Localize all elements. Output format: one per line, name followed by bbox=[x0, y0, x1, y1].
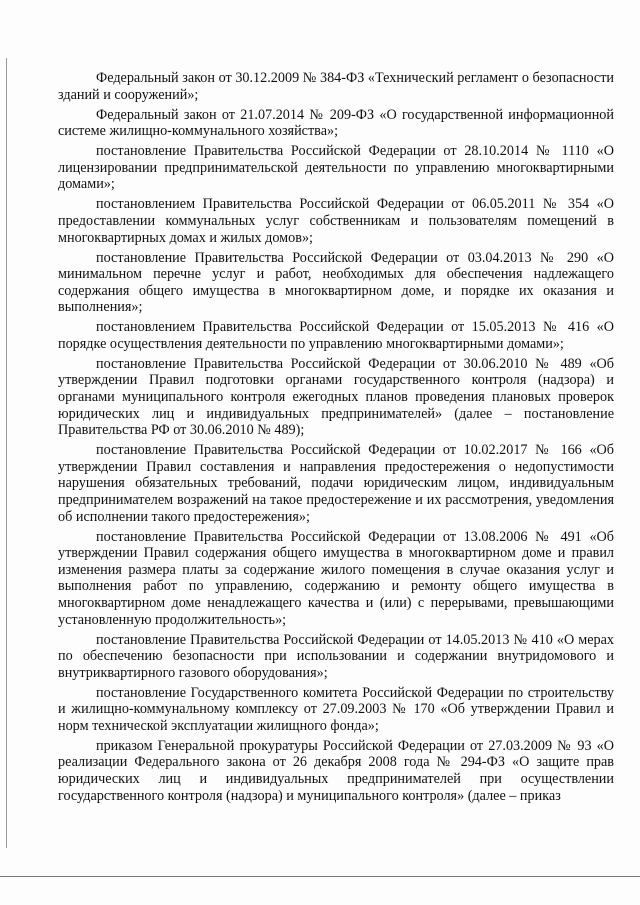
paragraph-7: постановление Правительства Российской Федерации от 30.06.2010 № 489 «Об утверждении Правил подготовки органами государственного контроля (надзора) и органами муниципального контроля ежегодных планов проведения плановых проверок юридических лиц и индивидуальных предпринимателей» (далее – постановление Правительства РФ от 30.06.2010 № 489); bbox=[58, 355, 614, 439]
paragraph-2: Федеральный закон от 21.07.2014 № 209-ФЗ «О государственной информационной системе жилищно-коммунального хозяйства»; bbox=[58, 106, 614, 140]
paragraph-11: постановление Государственного комитета Российской Федерации по строительству и жилищно-коммунальному комплексу от 27.09.2003 № 170 «Об утверждении Правил и норм технической эксплуатации жилищного фонда»; bbox=[58, 684, 614, 734]
paragraph-1: Федеральный закон от 30.12.2009 № 384-ФЗ «Технический регламент о безопасности зданий и сооружений»; bbox=[58, 70, 614, 103]
paragraph-4: постановлением Правительства Российской Федерации от 06.05.2011 № 354 «О предоставлении коммунальных услуг собственникам и пользователям помещений в многоквартирных домах и жилых домов»; bbox=[58, 196, 614, 246]
paragraph-12: приказом Генеральной прокуратуры Российской Федерации от 27.03.2009 № 93 «О реализации Федерального закона от 26 декабря 2008 года № 294-ФЗ «О защите прав юридических лиц и индивидуальных предпринимателей при осуществлении государственного контроля (надзора) и муниципального контроля» (далее – приказ bbox=[58, 737, 614, 804]
paragraph-3: постановление Правительства Российской Федерации от 28.10.2014 № 1110 «О лицензировании предпринимательской деятельности по управлению многоквартирными домами»; bbox=[58, 143, 614, 193]
paragraph-9: постановление Правительства Российской Федерации от 13.08.2006 № 491 «Об утверждении Правил содержания общего имущества в многоквартирном доме и правил изменения размера платы за содержание жилого помещения в случае оказания услуг и выполнения работ по управлению, содержанию и ремонту общего имущества в многоквартирном доме ненадлежащего качества и (или) с перерывами, превышающими установленную продолжительность»; bbox=[58, 528, 614, 628]
document-body bbox=[58, 70, 614, 808]
scan-margin-line bbox=[6, 58, 7, 848]
paragraph-10: постановление Правительства Российской Федерации от 14.05.2013 № 410 «О мерах по обеспечению безопасности при использовании и содержании внутридомового и внутриквартирного газового оборудования»; bbox=[58, 631, 614, 681]
page-bottom-edge bbox=[0, 876, 640, 877]
paragraph-5: постановление Правительства Российской Федерации от 03.04.2013 № 290 «О минимальном перечне услуг и работ, необходимых для обеспечения надлежащего содержания общего имущества в многоквартирном доме, и порядке их оказания и выполнения»; bbox=[58, 249, 614, 316]
paragraph-8: постановление Правительства Российской Федерации от 10.02.2017 № 166 «Об утверждении Правил составления и направления предостережения о недопустимости нарушения обязательных требований, подачи юридическим лицом, индивидуальным предпринимателем возражений на такое предостережение и их рассмотрения, уведомления об исполнении такого предостережения»; bbox=[58, 442, 614, 525]
paragraph-6: постановлением Правительства Российской Федерации от 15.05.2013 № 416 «О порядке осуществления деятельности по управлению многоквартирными домами»; bbox=[58, 319, 614, 352]
